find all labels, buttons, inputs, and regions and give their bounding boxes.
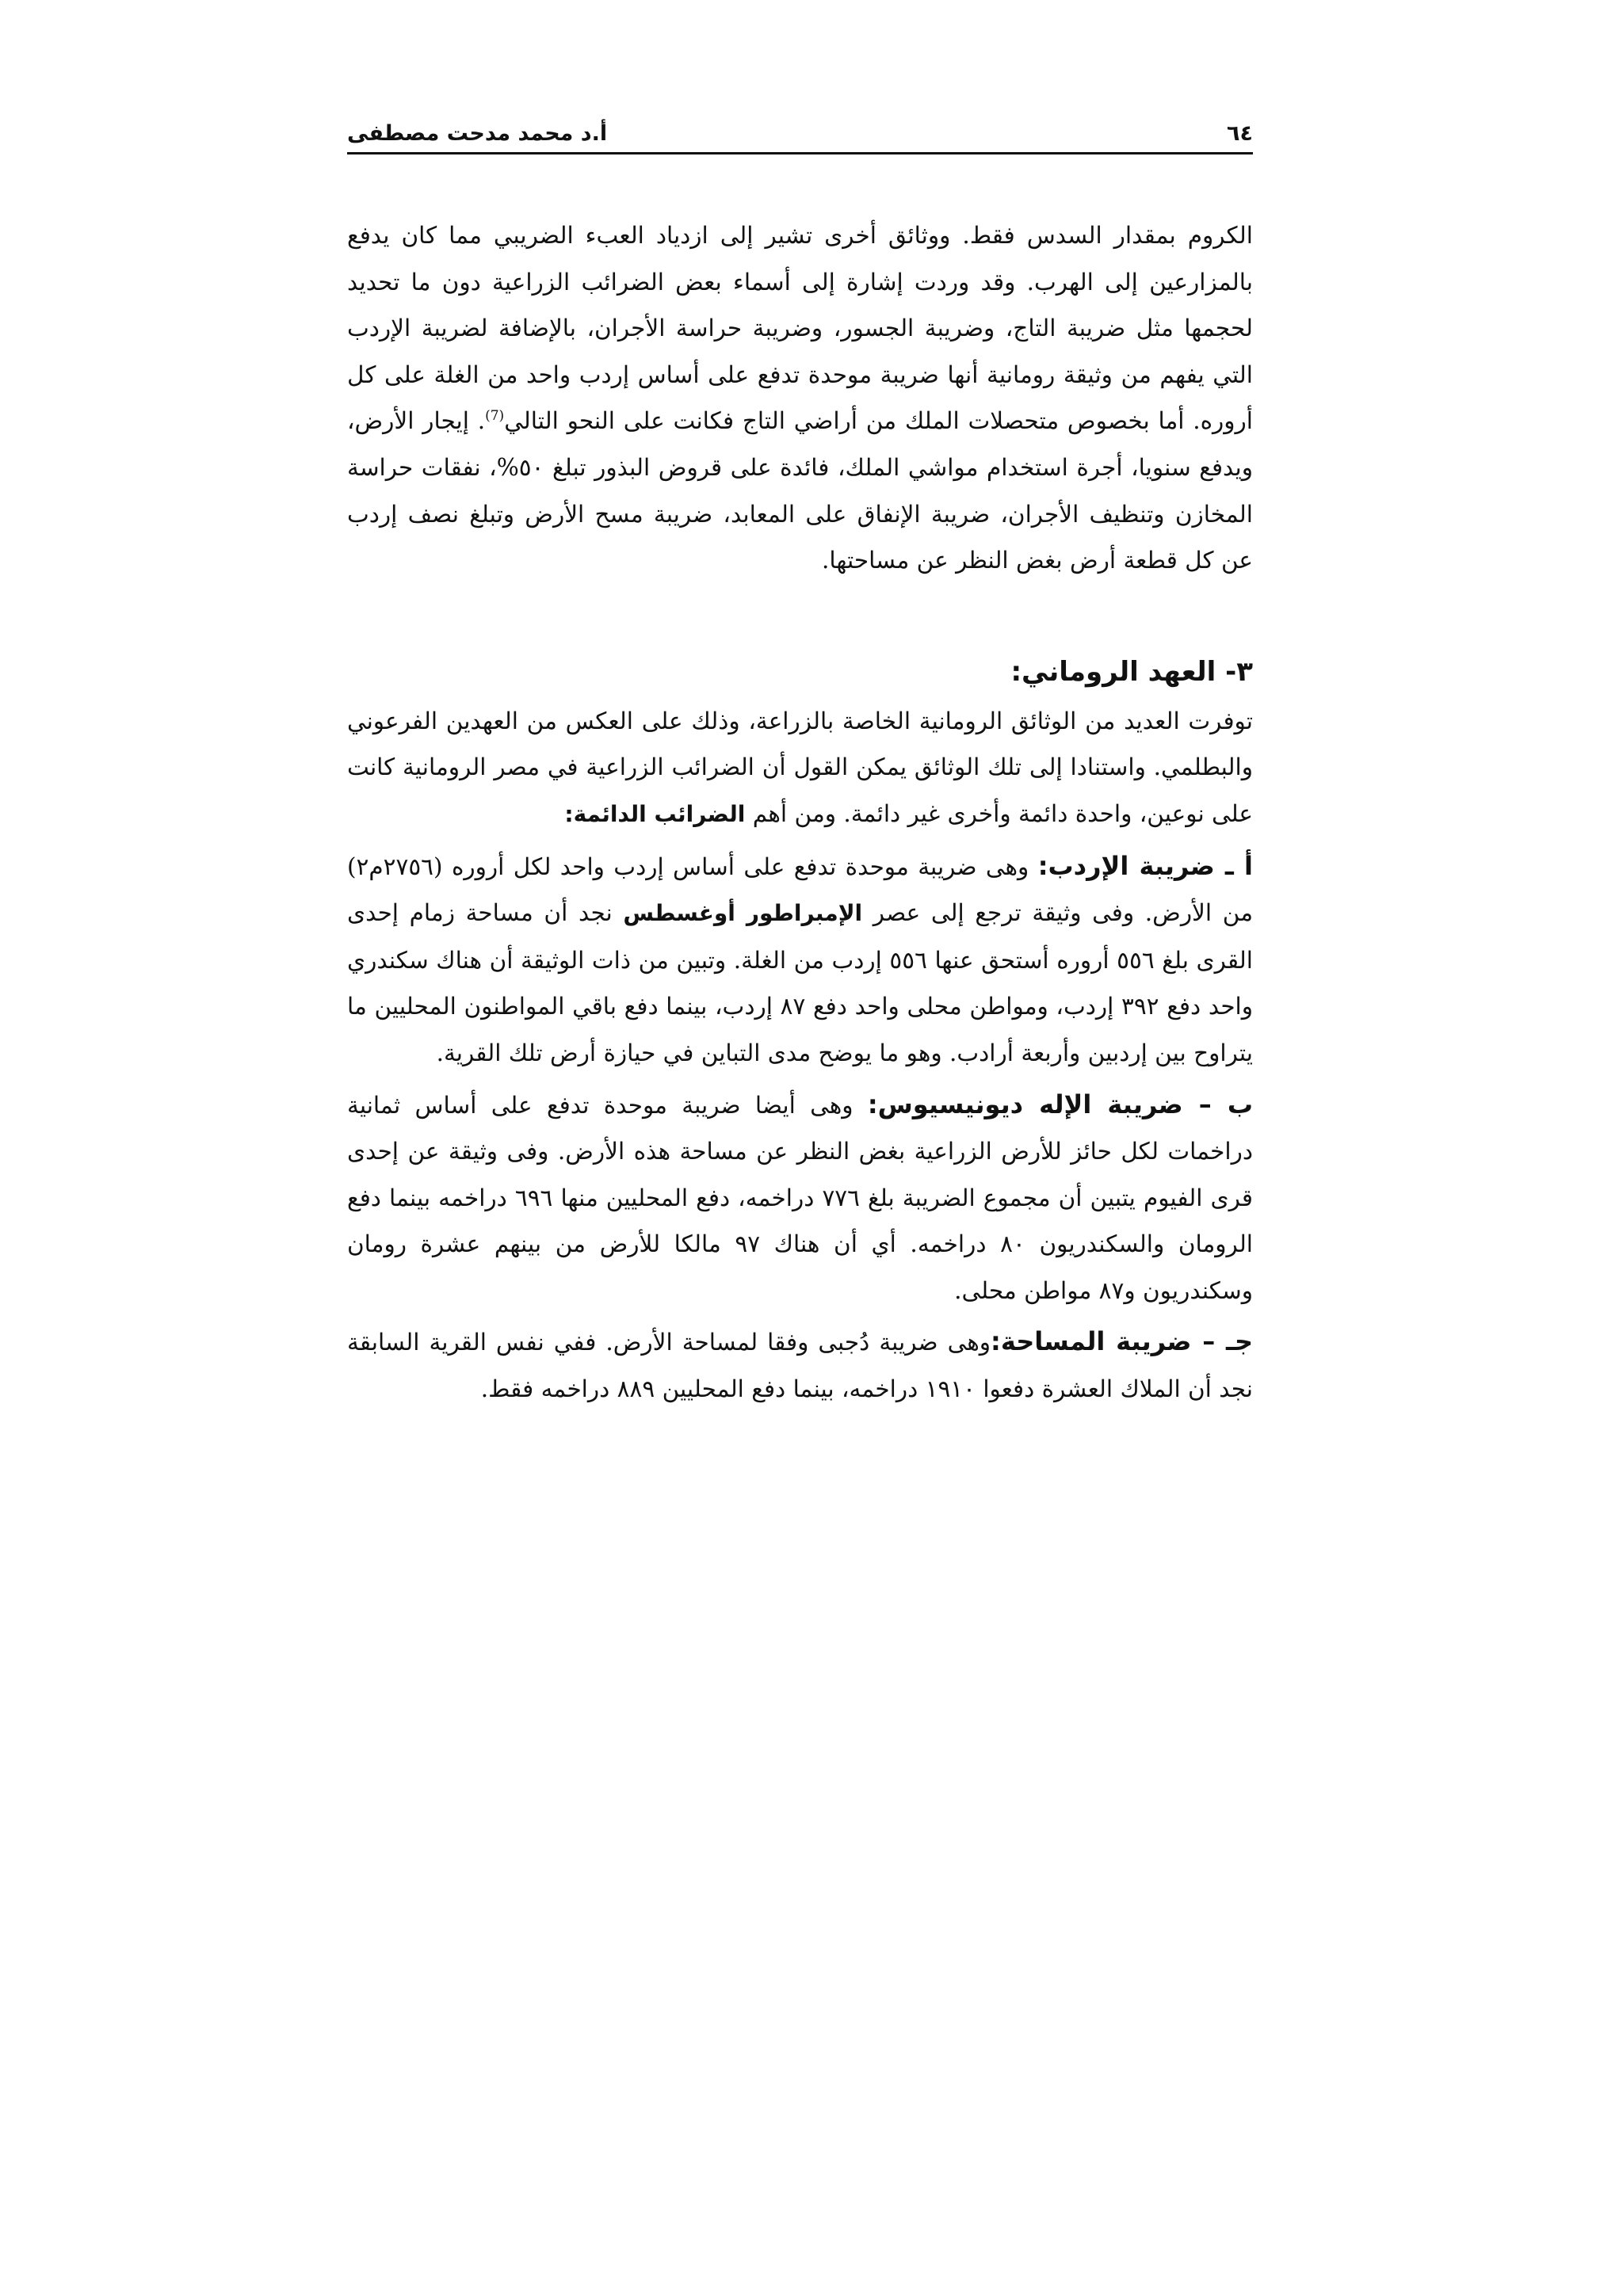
page-number: ٦٤ xyxy=(1227,121,1253,146)
tax-ardab-text-continued: نجد أن مساحة زمام إحدى القرى بلغ ٥٥٦ أروره أستحق عنها ٥٥٦ إردب من الغلة. وتبين من ذات الوثيقة أن هناك سكندري واحد دفع ٣٩٢ إردب، ومواطن محلى واحد دفع ٨٧ إردب، بينما دفع باقي المواطنون المحليين ما يتراوح بين إردبين وأربعة أرادب. وهو ما يوضح مدى التباين في حيازة أرض تلك القرية. xyxy=(347,899,1253,1066)
paragraph-text-continued: . إيجار الأرض، ويدفع سنويا، أجرة استخدام مواشي الملك، فائدة على قروض البذور تبلغ ٥٠%، نفقات حراسة المخازن وتنظيف الأجران، ضريبة الإنفاق على المعابد، ضريبة مسح الأرض وتبلغ نصف إردب عن كل قطعة أرض بغض النظر عن مساحتها. xyxy=(347,407,1254,574)
emperor-augustus: الإمبراطور أوغسطس xyxy=(623,900,863,927)
tax-ardab-paragraph xyxy=(347,843,1253,1077)
tax-area-title: جـ – ضريبة المساحة: xyxy=(991,1326,1254,1357)
tax-area-text: وهى ضريبة دُجبى وفقا لمساحة الأرض. ففي نفس القرية السابقة نجد أن الملاك العشرة دفعوا ١٩١٠ دراخمه، بينما دفع المحليين ٨٨٩ دراخمه فقط. xyxy=(347,1329,1253,1403)
permanent-taxes-label: الضرائب الدائمة: xyxy=(564,800,746,827)
section-heading: ٣- العهد الروماني: xyxy=(1010,655,1253,688)
author-name: أ.د محمد مدحت مصطفى xyxy=(347,121,608,146)
page-content xyxy=(347,212,1253,1413)
tax-ardab-text: وهى ضريبة موحدة تدفع على أساس إردب واحد لكل أروره (٢٧٥٦م٢) من الأرض. وفى وثيقة ترجع إلى عصر xyxy=(347,852,1253,927)
intro-text: توفرت العديد من الوثائق الرومانية الخاصة بالزراعة، وذلك على العكس من العهدين الفرعوني والبطلمي. واستنادا إلى تلك الوثائق يمكن القول أن الضرائب الزراعية في مصر الرومانية كانت على نوعين، واحدة دائمة وأخرى غير دائمة. ومن أهم xyxy=(347,707,1253,827)
tax-dionysus-paragraph xyxy=(347,1081,1253,1314)
tax-dionysus-title: ب – ضريبة الإله ديونيسيوس: xyxy=(867,1089,1254,1119)
tax-area-paragraph xyxy=(347,1318,1253,1412)
tax-ardab-title: أ ـ ضريبة الإردب: xyxy=(1037,850,1253,881)
running-header xyxy=(347,101,1253,154)
section-intro-paragraph xyxy=(347,698,1253,838)
tax-dionysus-text: وهى أيضا ضريبة موحدة تدفع على أساس ثمانية دراخمات لكل حائز للأرض الزراعية بغض النظر عن مساحة هذه الأرض. وفى وثيقة عن إحدى قرى الفيوم يتبين أن مجموع الضريبة بلغ ٧٧٦ دراخمه، دفع المحليين منها ٦٩٦ دراخمه بينما دفع الرومان والسكندريون ٨٠ دراخمه. أي أن هناك ٩٧ مالكا للأرض من بينهم عشرة رومان وسكندريون و٨٧ مواطن محلى. xyxy=(347,1091,1254,1304)
footnote-reference: (7) xyxy=(485,408,505,425)
paragraph-taxes-ptolemaic xyxy=(347,212,1253,584)
paragraph-text: الكروم بمقدار السدس فقط. ووثائق أخرى تشير إلى ازدياد العبء الضريبي مما كان يدفع بالمزارعين إلى الهرب. وقد وردت إشارة إلى أسماء بعض الضرائب الزراعية دون ما تحديد لحجمها مثل ضريبة التاج، وضريبة الجسور، وضريبة حراسة الأجران، بالإضافة لضريبة الإردب التي يفهم من وثيقة رومانية أنها ضريبة موحدة تدفع على أساس إردب واحد من الغلة على كل أروره. أما بخصوص متحصلات الملك من أراضي التاج فكانت على النحو التالي xyxy=(347,222,1253,435)
